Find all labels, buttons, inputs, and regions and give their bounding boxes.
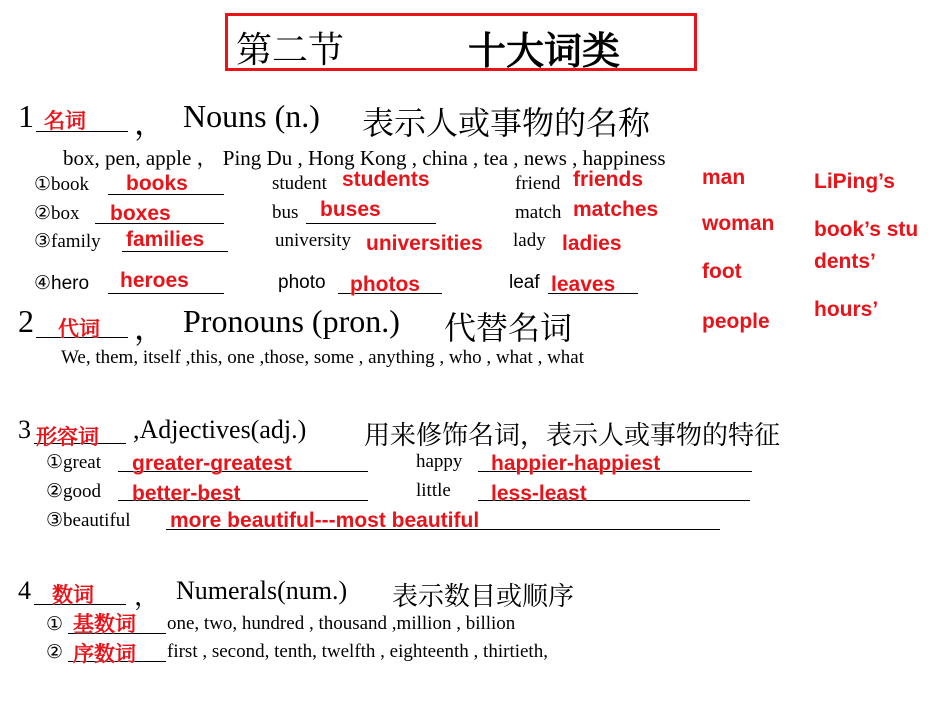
s3-row2-a1: better-best	[132, 482, 241, 505]
side-answer: hours’	[814, 298, 879, 321]
s4-row1-answer: 基数词	[73, 613, 136, 636]
s1-row2-a2: buses	[320, 198, 381, 221]
s3-answer: 形容词	[36, 426, 99, 449]
side-answer: man	[702, 166, 746, 189]
s1-desc: 表示人或事物的名称	[362, 105, 651, 141]
side-answer: woman	[702, 212, 775, 235]
s4-row1-mark: ①	[46, 614, 64, 635]
s3-row1-c1: ①great	[46, 452, 102, 473]
s1-row2-a1: boxes	[110, 202, 171, 225]
side-answer: LiPing’s	[814, 170, 895, 193]
title-box	[225, 13, 697, 71]
s1-row4-a1: heroes	[120, 269, 189, 292]
s3-row3-c1: ③beautiful	[46, 510, 131, 531]
s1-row3-a3: ladies	[562, 232, 622, 255]
s1-row3-c1: ③family	[34, 231, 101, 252]
s1-row4-c2: photo	[278, 272, 326, 293]
s1-row3-a2: universities	[366, 232, 483, 255]
s1-row4-a2: photos	[350, 273, 420, 296]
s3-label: ,Adjectives(adj.)	[133, 415, 307, 444]
s1-row2-c1: ②box	[34, 203, 80, 224]
s1-row2-c2: bus	[272, 202, 299, 223]
s1-row3-a1: families	[126, 228, 205, 251]
s1-row1-c1: ①book	[34, 174, 90, 195]
section-number-title: 第二节	[236, 30, 345, 71]
s4-row2-answer: 序数词	[73, 643, 136, 666]
side-answer: book’s stu	[814, 218, 919, 241]
blank	[306, 223, 436, 224]
s3-row2-c2: little	[416, 480, 451, 501]
s4-row1-text: one, two, hundred , thousand ,million , billion	[167, 613, 516, 634]
s1-examples: box, pen, apple ， Ping Du , Hong Kong , china , tea , news , happiness	[63, 146, 666, 170]
s1-row1-a2: students	[342, 168, 430, 191]
side-answer: dents’	[814, 250, 876, 273]
s4-answer: 数词	[52, 584, 94, 607]
s4-row2-mark: ②	[46, 642, 64, 663]
blank	[108, 293, 224, 294]
s4-comma: ，	[134, 582, 161, 611]
s1-row4-c3: leaf	[509, 272, 540, 293]
s2-comma: ，	[134, 310, 167, 346]
s1-row4-c1: ④hero	[34, 273, 90, 294]
s4-desc: 表示数目或顺序	[392, 582, 575, 611]
s4-number: 4	[18, 576, 31, 605]
s2-number: 2	[18, 303, 34, 339]
side-answer: people	[702, 310, 770, 333]
s2-answer: 代词	[58, 318, 100, 341]
s1-row1-c3: friend	[515, 173, 561, 194]
s1-row1-c2: student	[272, 173, 327, 194]
s4-row2-text: first , second, tenth, twelfth , eighteenth , thirtieth,	[167, 641, 548, 662]
s3-row1-a1: greater-greatest	[132, 452, 292, 475]
s1-number: 1	[18, 98, 34, 134]
s1-row1-a3: friends	[573, 168, 644, 191]
s1-row1-a1: books	[126, 172, 188, 195]
s1-answer: 名词	[44, 110, 86, 133]
s2-examples: We, them, itself ,this, one ,those, some , anything , who , what , what	[61, 347, 585, 368]
s1-row4-a3: leaves	[551, 273, 616, 296]
s1-row3-c3: lady	[513, 230, 546, 251]
s3-number: 3	[18, 415, 31, 444]
s1-label: Nouns (n.)	[183, 98, 320, 134]
s3-row1-c2: happy	[416, 451, 463, 472]
s4-label: Numerals(num.)	[176, 576, 348, 605]
s1-row2-a3: matches	[573, 198, 659, 221]
s3-row1-a2: happier-happiest	[491, 452, 661, 475]
s2-desc: 代替名词	[444, 310, 573, 346]
s3-desc: 用来修饰名词，表示人或事物的特征	[364, 421, 781, 450]
s1-row3-c2: university	[275, 230, 351, 251]
page-title: 十大词类	[468, 29, 621, 73]
s3-row2-a2: less-least	[491, 482, 587, 505]
side-answer: foot	[702, 260, 742, 283]
s3-row3-a1: more beautiful---most beautiful	[170, 509, 480, 532]
s3-row2-c1: ②good	[46, 481, 102, 502]
s1-comma: ，	[134, 105, 167, 141]
s1-row2-c3: match	[515, 202, 562, 223]
s2-label: Pronouns (pron.)	[183, 303, 400, 339]
